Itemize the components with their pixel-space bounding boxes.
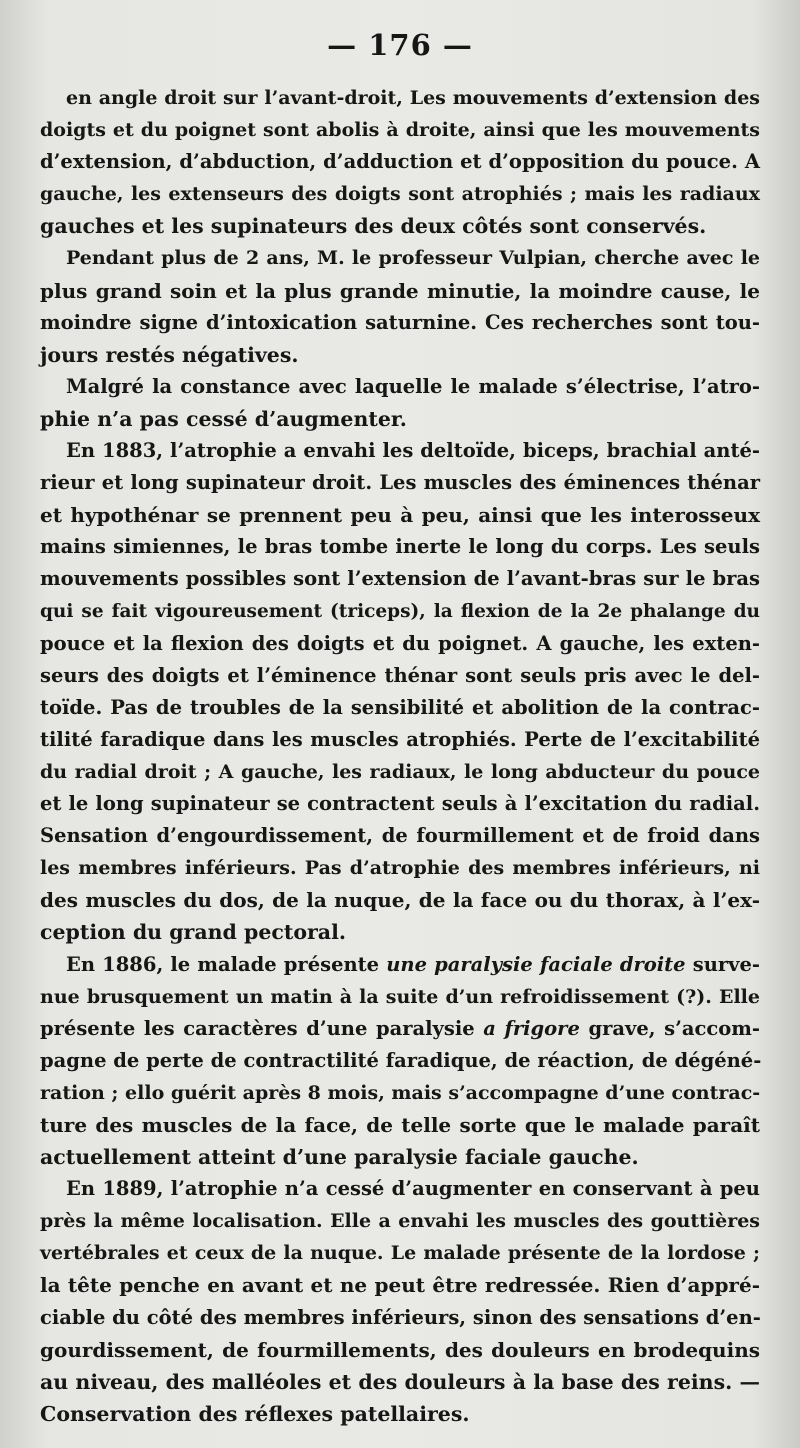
paragraph: [40, 949, 760, 1174]
text-line: Malgré la constance avec laquelle le malade s’électrise, l’atro-: [66, 374, 760, 398]
text-line: près la même localisation. Elle a envahi les muscles des gouttières: [40, 1210, 760, 1233]
text-line: et hypothénar se prennent peu à peu, ainsi que les interosseux: [40, 503, 760, 528]
text-line: mouvements possibles sont l’extension de l’avant-bras sur le bras: [40, 567, 760, 591]
text-line: du radial droit ; A gauche, les radiaux, le long abducteur du pouce: [40, 760, 760, 783]
text-line: seurs des doigts et l’éminence thénar sont seuls pris avec le del-: [40, 663, 760, 687]
text-line: toïde. Pas de troubles de la sensibilité et abolition de la contrac-: [40, 695, 760, 719]
italic-phrase: une paralysie faciale droite: [386, 952, 686, 976]
text-line: et le long supinateur se contractent seuls à l’excitation du radial.: [40, 792, 760, 816]
text-line: ration ; ello guérit après 8 mois, mais s’accompagne d’une contrac-: [40, 1081, 761, 1104]
text-line: Conservation des réflexes patellaires.: [40, 1401, 470, 1426]
text-line: gauches et les supinateurs des deux côtés sont conservés.: [40, 214, 707, 239]
text-segment: présente les caractères d’une paralysie: [40, 1016, 484, 1040]
text-line: rieur et long supinateur droit. Les muscles des éminences thénar: [40, 471, 760, 495]
text-line: nue brusquement un matin à la suite d’un refroidissement (?). Elle: [40, 985, 760, 1008]
text-line: moindre signe d’intoxication saturnine. Ces recherches sont tou-: [40, 310, 760, 334]
text-line: pagne de perte de contractilité faradique, de réaction, de dégéné-: [40, 1048, 762, 1072]
body-text: [40, 82, 760, 1430]
text-line: ciable du côté des membres inférieurs, sinon des sensations d’en-: [40, 1305, 761, 1329]
text-line: Pendant plus de 2 ans, M. le professeur Vulpian, cherche avec le: [66, 247, 760, 270]
text-segment: En 1886, le malade présente: [66, 952, 387, 976]
paragraph: [40, 82, 760, 242]
paragraph: [40, 1173, 760, 1430]
italic-phrase: a frigore: [483, 1016, 580, 1040]
text-line: jours restés négatives.: [40, 342, 299, 367]
text-line: actuellement atteint d’une paralysie faciale gauche.: [40, 1145, 639, 1170]
text-line: pouce et la flexion des doigts et du poignet. A gauche, les exten-: [40, 631, 760, 655]
text-line: en angle droit sur l’avant-droit, Les mouvements d’extension des: [66, 87, 760, 109]
text-line: phie n’a pas cessé d’augmenter.: [40, 406, 407, 431]
text-line: tilité faradique dans les muscles atrophiés. Perte de l’excitabilité: [40, 727, 760, 751]
text-line: des muscles du dos, de la nuque, de la face ou du thorax, à l’ex-: [40, 888, 760, 913]
text-line: Sensation d’engourdissement, de fourmillement et de froid dans: [40, 824, 760, 848]
text-line: les membres inférieurs. Pas d’atrophie des membres inférieurs, ni: [40, 857, 760, 880]
text-segment: grave, s’accom-: [579, 1016, 760, 1040]
text-line: gourdissement, de fourmillements, des douleurs en brodequins: [40, 1337, 760, 1362]
text-line: la tête penche en avant et ne peut être redressée. Rien d’appré-: [40, 1273, 760, 1298]
text-line: au niveau, des malléoles et des douleurs à la base des reins. —: [40, 1369, 760, 1394]
text-line: d’extension, d’abduction, d’adduction et d’opposition du pouce. A: [40, 150, 760, 174]
text-line: ception du grand pectoral.: [40, 920, 347, 945]
text-line: doigts et du poignet sont abolis à droite, ainsi que les mouvements: [40, 119, 760, 142]
text-line: mains simiennes, le bras tombe inerte le long du corps. Les seuls: [40, 535, 760, 559]
paragraph: [40, 242, 760, 370]
page-number: — 176 —: [327, 28, 473, 62]
text-line: ture des muscles de la face, de telle sorte que le malade paraît: [40, 1113, 760, 1137]
text-line: En 1889, l’atrophie n’a cessé d’augmenter en conservant à peu: [66, 1177, 760, 1201]
text-line: En 1883, l’atrophie a envahi les deltoïde, biceps, brachial anté-: [66, 439, 760, 463]
paragraph: [40, 435, 760, 949]
text-line: [40, 949, 760, 981]
text-line: [40, 1013, 760, 1045]
paragraph: [40, 371, 760, 435]
text-segment: surve-: [685, 952, 760, 976]
text-line: vertébrales et ceux de la nuque. Le malade présente de la lordose ;: [40, 1242, 760, 1265]
text-line: gauche, les extenseurs des doigts sont atrophiés ; mais les radiaux: [40, 183, 760, 206]
text-line: plus grand soin et la plus grande minutie, la moindre cause, le: [40, 278, 760, 303]
text-line: qui se fait vigoureusement (triceps), la flexion de la 2e phalange du: [40, 600, 760, 622]
